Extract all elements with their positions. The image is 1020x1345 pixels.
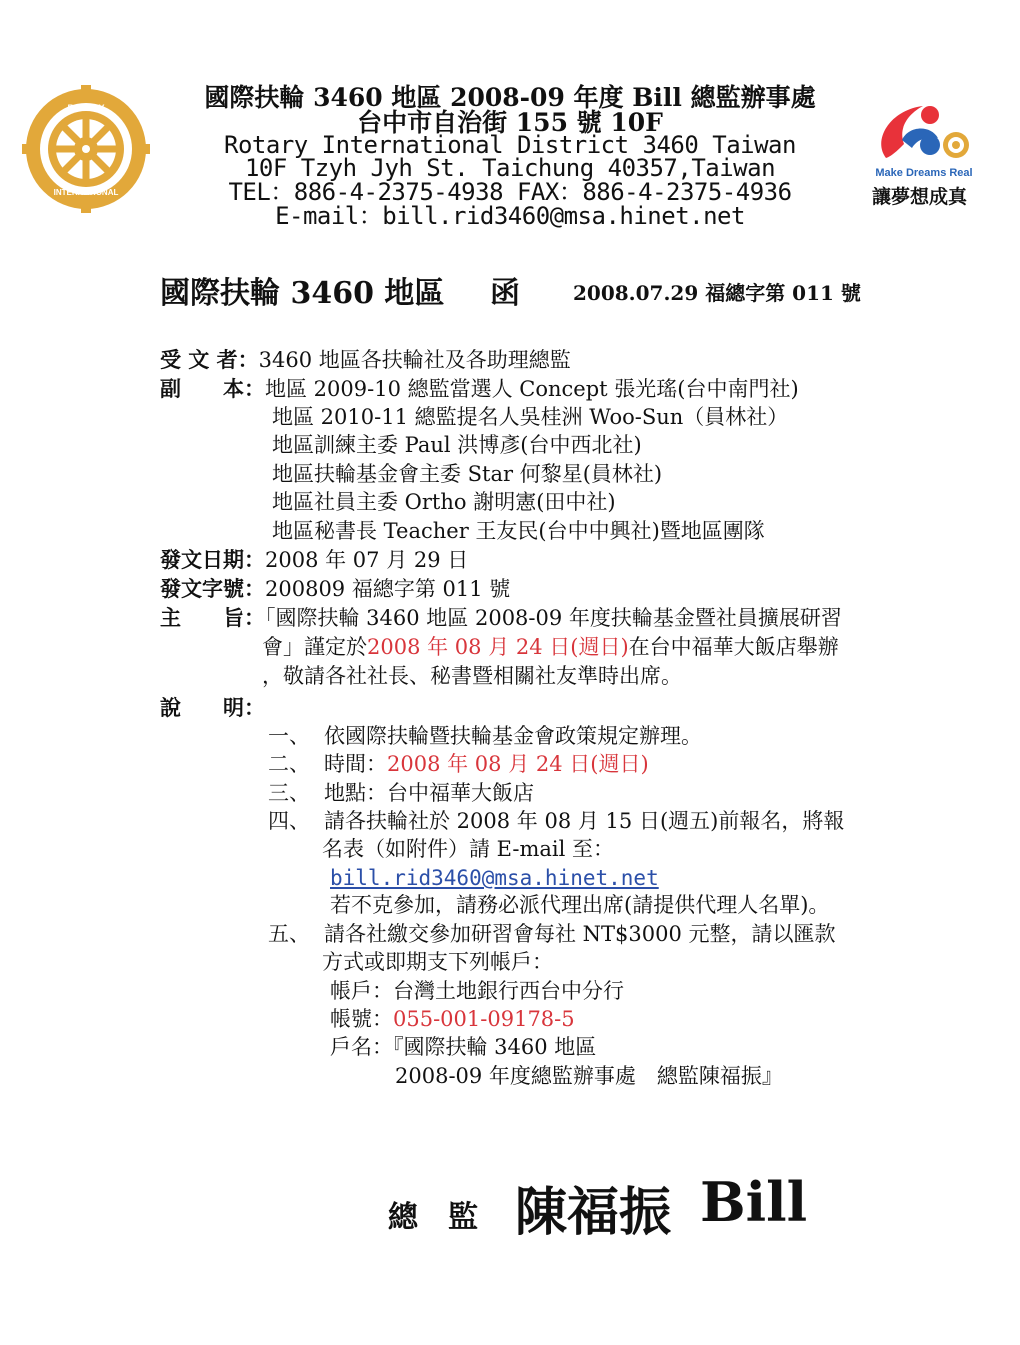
subject-line-2 — [262, 635, 839, 659]
email-link[interactable]: bill.rid3460@msa.hinet.net — [330, 866, 659, 890]
explanation-item-5 — [268, 922, 836, 946]
header-line-4: 10F Tzyh Jyh St. Taichung 40357,Taiwan — [244, 154, 776, 182]
subject-line-3: ，敬請各社社長、秘書暨相關社友準時出席。 — [262, 664, 682, 688]
doc-title-type: 函 — [490, 276, 520, 311]
subject-line-1: 「國際扶輪 3460 地區 2008-09 年度扶輪基金暨社員擴展研習 — [265, 606, 842, 630]
account-number-value: 055-001-09178-5 — [393, 1007, 575, 1031]
account-name-line-2: 2008-09 年度總監辦事處 總監陳福振』 — [395, 1064, 783, 1088]
signature-title: 總 監 — [388, 1200, 478, 1235]
explanation-item-1 — [268, 724, 702, 748]
issue-date-value: 2008 年 07 月 29 日 — [265, 548, 469, 572]
make-dreams-real-logo — [868, 100, 983, 180]
slogan-chinese: 讓夢想成真 — [872, 186, 968, 208]
subject-event-date: 2008 年 08 月 24 日(週日) — [367, 635, 629, 659]
rotary-logo-bottom-text: INTERNATIONAL — [53, 188, 119, 197]
to-label: 受 文 者： — [160, 347, 259, 372]
account-number-row — [330, 1007, 575, 1031]
cc-row — [160, 377, 799, 401]
item-number: 二、 — [268, 752, 310, 776]
cc-item: 地區 2010-11 總監提名人吳桂洲 Woo-Sun（員林社） — [272, 405, 789, 429]
signature-english: Bill — [700, 1170, 808, 1234]
header-line-3: Rotary International District 3460 Taiwan — [224, 131, 796, 159]
item-number: 三、 — [268, 781, 310, 805]
explanation-label: 說 明： — [160, 695, 265, 720]
account-value: 台灣土地銀行西台中分行 — [393, 979, 624, 1003]
cc-label: 副 本： — [160, 376, 265, 401]
issue-number-label: 發文字號： — [160, 576, 265, 601]
cc-item: 地區訓練主委 Paul 洪博彥(台中西北社) — [272, 433, 642, 457]
to-row — [160, 348, 571, 372]
item-number: 四、 — [268, 809, 310, 833]
event-time: 2008 年 08 月 24 日(週日) — [387, 752, 649, 776]
issue-number-value: 200809 福總字第 011 號 — [265, 577, 511, 601]
time-label: 時間： — [324, 752, 387, 776]
doc-title-org: 國際扶輪 3460 地區 — [160, 276, 445, 311]
account-number-label: 帳號： — [330, 1007, 393, 1031]
account-name-row — [330, 1035, 596, 1059]
explanation-item-2 — [268, 752, 649, 776]
account-label: 帳戶： — [330, 979, 393, 1003]
header-line-1: 國際扶輪 3460 地區 2008-09 年度 Bill 總監辦事處 — [204, 83, 816, 112]
cc-item: 地區 2009-10 總監當選人 Concept 張光瑤(台中南門社) — [265, 377, 799, 401]
cc-item: 地區秘書長 Teacher 王友民(台中中興社)暨地區團隊 — [272, 519, 765, 543]
item-number: 五、 — [268, 922, 310, 946]
explanation-item-4 — [268, 809, 844, 833]
item-text: 地點：台中福華大飯店 — [324, 781, 534, 805]
item-number: 一、 — [268, 724, 310, 748]
header-line-5: TEL：886-4-2375-4938 FAX：886-4-2375-4936 — [228, 178, 792, 206]
explanation-item-3 — [268, 781, 534, 805]
item-text: 依國際扶輪暨扶輪基金會政策規定辦理。 — [324, 724, 702, 748]
cc-item: 地區社員主委 Ortho 謝明憲(田中社) — [272, 490, 616, 514]
account-row — [330, 979, 624, 1003]
item-4-line-4: 若不克參加，請務必派代理出席(請提供代理人名單)。 — [330, 893, 830, 917]
to-value: 3460 地區各扶輪社及各助理總監 — [258, 348, 571, 372]
subject-row — [160, 606, 842, 630]
subject-line-2-a: 會」謹定於 — [262, 635, 367, 659]
slogan-english: Make Dreams Real — [875, 167, 973, 179]
subject-line-2-b: 在台中福華大飯店舉辦 — [628, 635, 839, 659]
issue-date-row — [160, 548, 468, 572]
doc-title-ref: 2008.07.29 福總字第 011 號 — [573, 281, 861, 305]
cc-item: 地區扶輪基金會主委 Star 何黎星(員林社) — [272, 462, 663, 486]
header-line-6: E-mail：bill.rid3460@msa.hinet.net — [275, 202, 745, 230]
item-4-line-2: 名表（如附件）請 E-mail 至： — [322, 837, 615, 861]
rotary-logo-top-text: ROTARY — [67, 103, 105, 113]
subject-label: 主 旨： — [160, 605, 265, 630]
item-text: 請各社繳交參加研習會每社 NT$3000 元整，請以匯款 — [324, 922, 836, 946]
issue-number-row — [160, 577, 510, 601]
account-name-label: 戶名： — [330, 1035, 393, 1059]
item-5-line-2: 方式或即期支下列帳戶： — [322, 950, 553, 974]
issue-date-label: 發文日期： — [160, 547, 265, 572]
signature-name: 陳福振 — [515, 1182, 672, 1243]
item-text: 請各扶輪社於 2008 年 08 月 15 日(週五)前報名，將報 — [324, 809, 845, 833]
header-line-2: 台中市自治街 155 號 10F — [357, 108, 663, 137]
account-name-line-1: 『國際扶輪 3460 地區 — [393, 1035, 597, 1059]
